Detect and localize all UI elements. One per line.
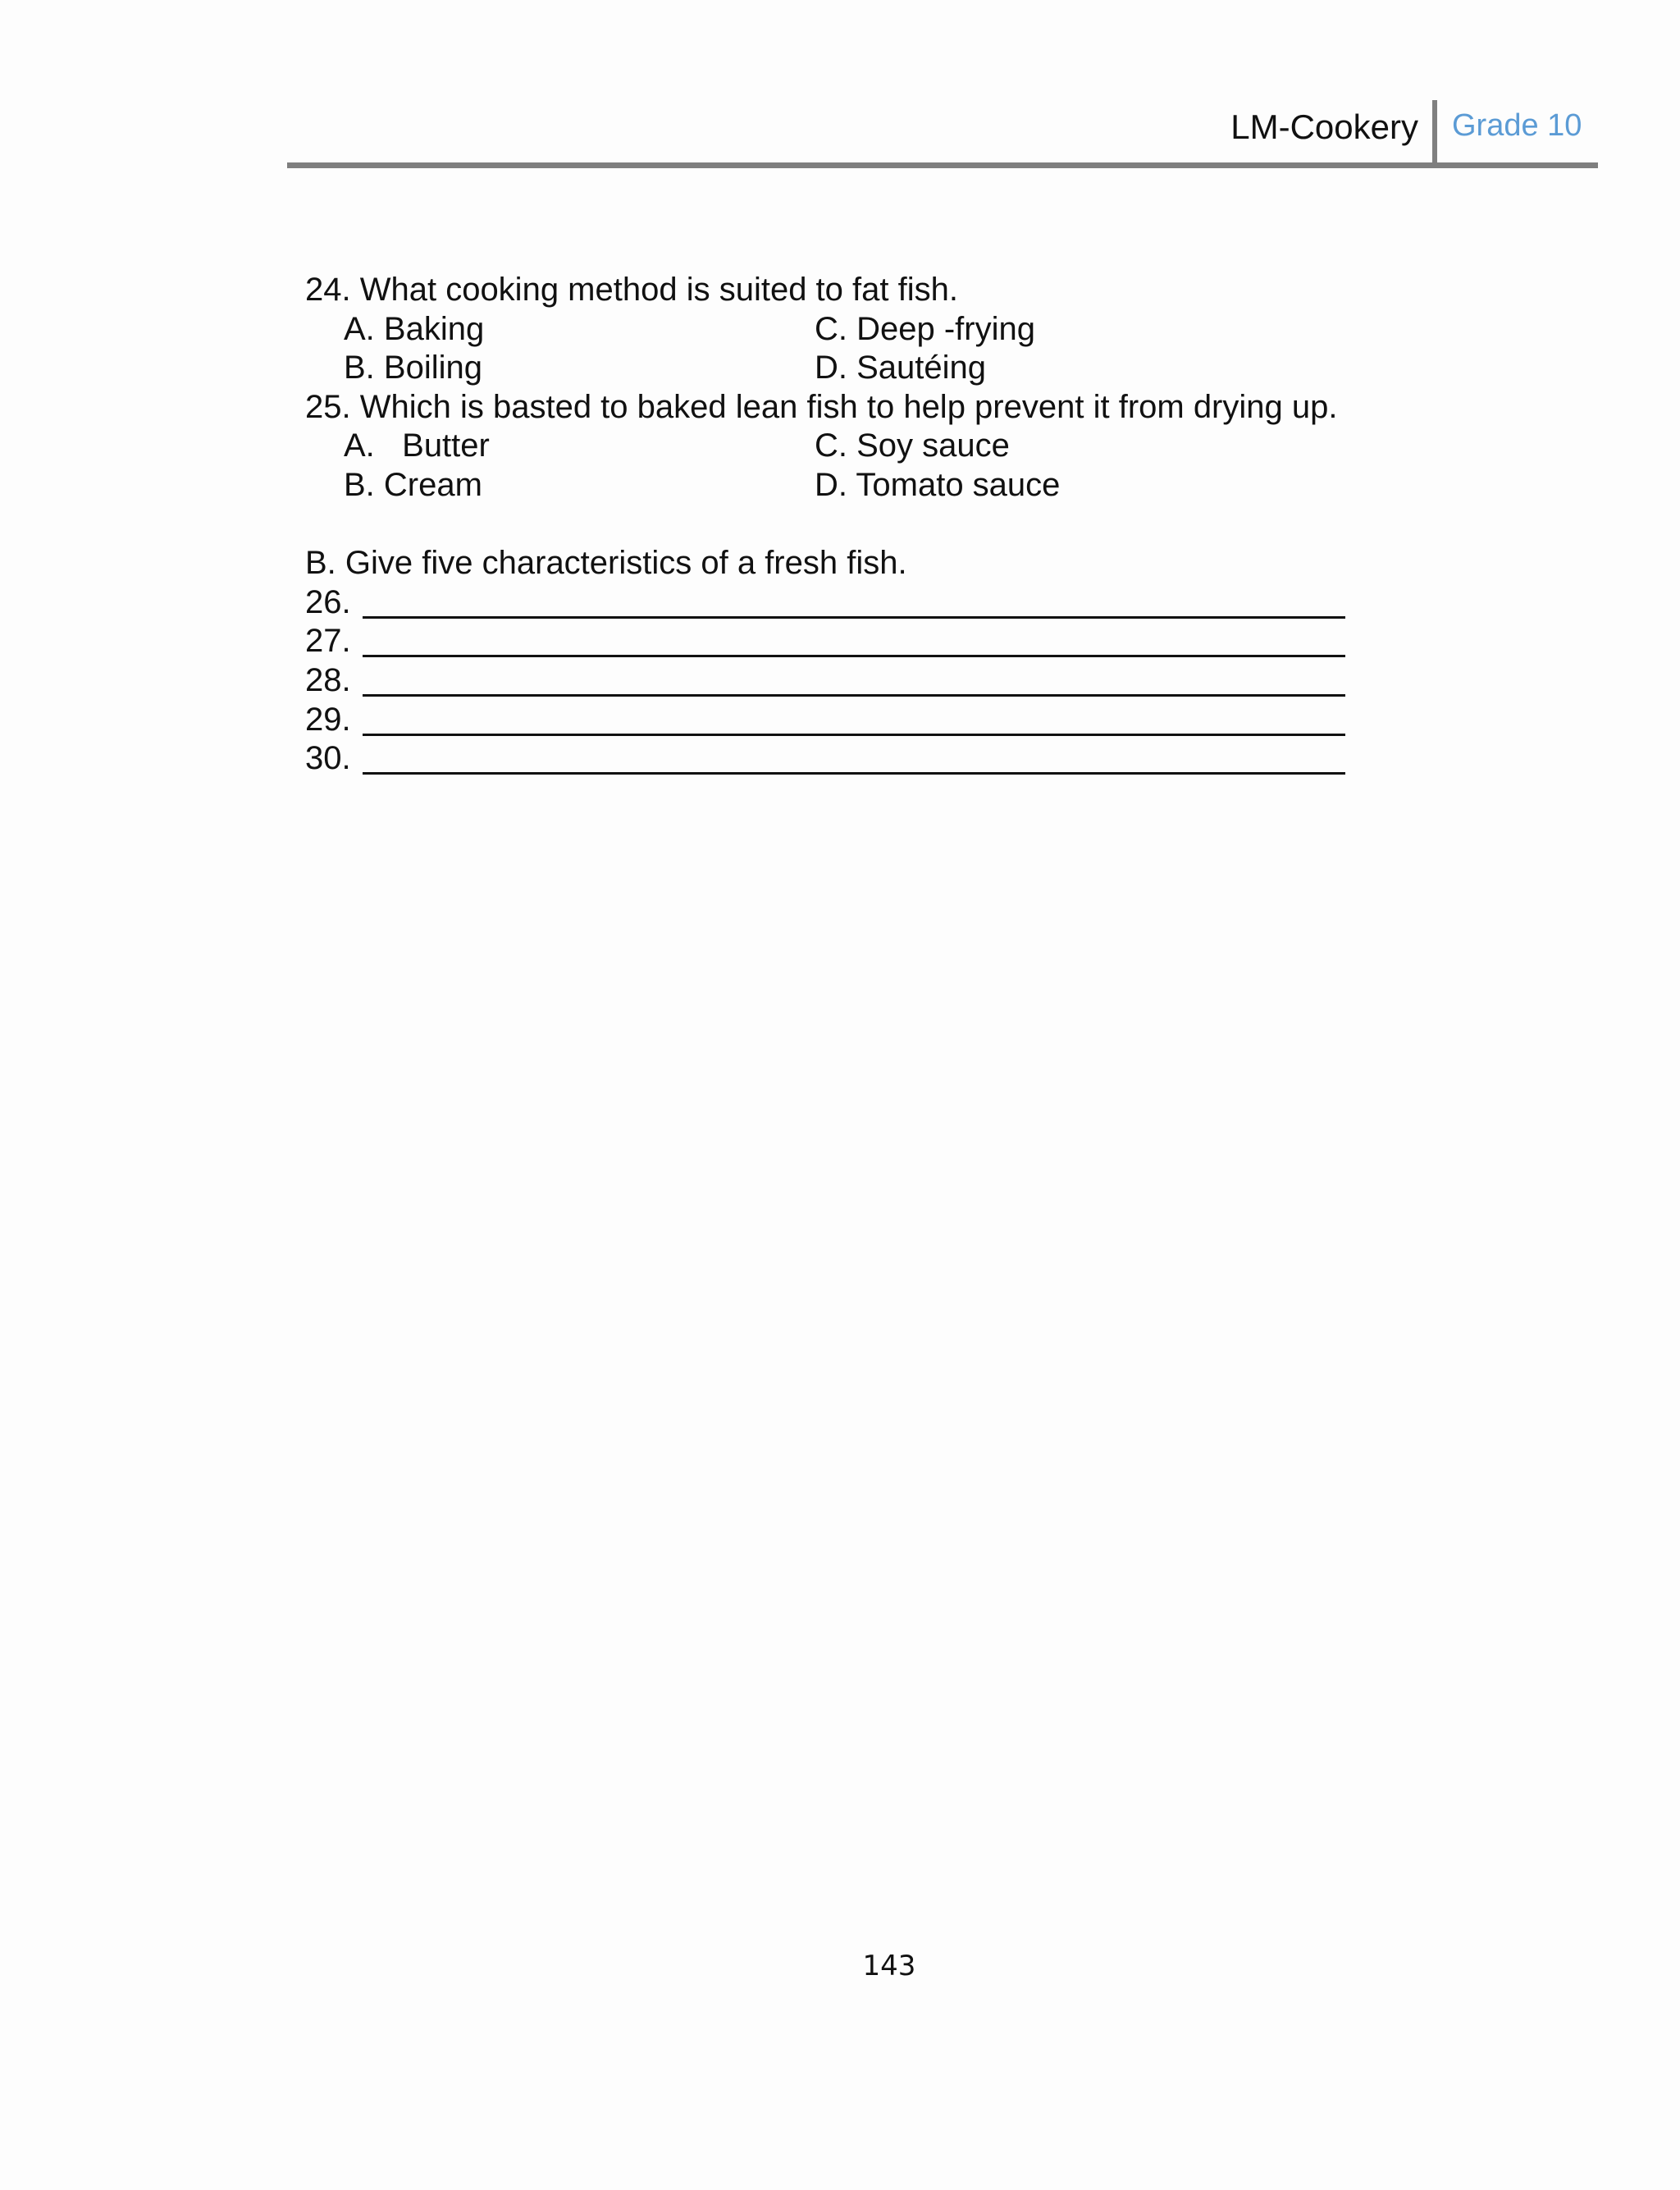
question-25-choices-row-2 (305, 466, 1454, 505)
answer-blank-number: 29. (305, 701, 351, 738)
question-25-choices-row-1 (305, 427, 1454, 466)
question-24-choice-b: B. Boiling (344, 350, 482, 386)
question-25-choice-b: B. Cream (344, 466, 482, 503)
question-24-choice-a: A. Baking (344, 310, 485, 347)
question-24-choices-row-2 (305, 349, 1454, 388)
quiz-content (305, 271, 1454, 779)
header-rule (287, 162, 1598, 168)
header-divider (1432, 100, 1437, 166)
answer-underline (363, 772, 1345, 775)
section-b-instruction: B. Give five characteristics of a fresh fish. (305, 545, 907, 582)
section-spacer (305, 505, 1454, 545)
header-grade: Grade 10 (1452, 108, 1582, 143)
question-24-choice-d: D. Sautéing (815, 350, 987, 386)
answer-blank-29[interactable] (305, 701, 1454, 740)
answer-underline (363, 655, 1345, 657)
header-title: LM-Cookery (1230, 107, 1418, 146)
answer-blank-number: 26. (305, 583, 351, 620)
answer-underline (363, 616, 1345, 619)
answer-blank-number: 27. (305, 623, 351, 660)
answer-blank-30[interactable] (305, 739, 1454, 779)
answer-blank-28[interactable] (305, 661, 1454, 701)
page-number: 143 (862, 1950, 916, 1982)
question-24-stem: 24. What cooking method is suited to fat fish. (305, 272, 958, 308)
question-25-stem: 25. Which is basted to baked lean fish to help prevent it from drying up. (305, 388, 1338, 425)
question-25-choice-c: C. Soy sauce (815, 427, 1010, 464)
question-24-choice-c: C. Deep -frying (815, 310, 1035, 347)
answer-underline (363, 734, 1345, 736)
question-24-choices-row-1 (305, 310, 1454, 350)
answer-blank-27[interactable] (305, 622, 1454, 661)
answer-blank-number: 30. (305, 740, 351, 777)
answer-blank-26[interactable] (305, 583, 1454, 623)
answer-underline (363, 694, 1345, 697)
page-header (287, 100, 1598, 169)
answer-blank-number: 28. (305, 661, 351, 698)
question-25-choice-a: A. Butter (344, 427, 490, 464)
question-25-choice-d: D. Tomato sauce (815, 466, 1061, 503)
